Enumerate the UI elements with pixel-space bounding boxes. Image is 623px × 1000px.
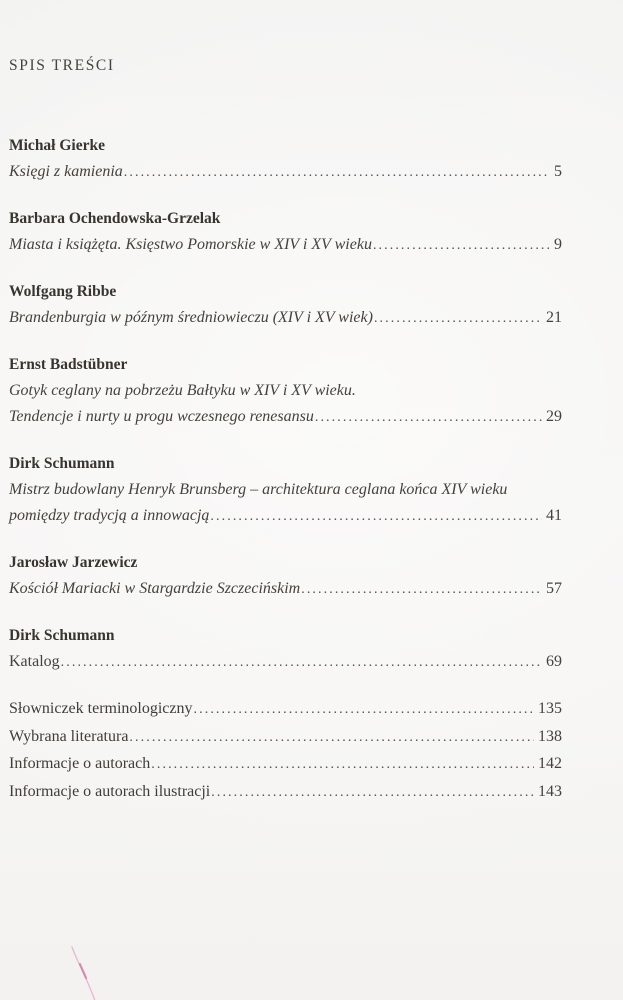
back-matter-label: Wybrana literatura	[9, 727, 129, 745]
entry-author: Jarosław Jarzewicz	[9, 554, 138, 571]
page-number: 69	[546, 653, 562, 670]
page-number: 41	[546, 507, 562, 524]
entry-title: Brandenburgia w późnym średniowieczu (XIV i XV wiek)	[9, 309, 373, 326]
entry-title: Katalog	[9, 653, 60, 670]
back-matter-line	[9, 696, 562, 724]
page-number: 9	[554, 236, 562, 253]
dot-leader	[210, 504, 542, 530]
toc-entry	[9, 352, 562, 431]
toc-line	[9, 404, 562, 431]
toc-entry	[9, 451, 562, 530]
dot-leader	[151, 752, 534, 779]
dot-leader	[373, 233, 550, 259]
dot-leader	[315, 405, 542, 431]
dot-leader	[194, 697, 534, 724]
toc-line	[9, 305, 562, 332]
page-number: 142	[538, 755, 562, 772]
toc-line	[9, 649, 562, 676]
page-number: 57	[546, 580, 562, 597]
toc-entry	[9, 206, 562, 259]
dot-leader	[211, 780, 534, 807]
back-matter-label: Słowniczek terminologiczny	[9, 700, 193, 717]
entry-title-line: Gotyk ceglany na pobrzeżu Bałtyku w XIV i XV wieku.	[9, 382, 356, 399]
entry-author: Wolfgang Ribbe	[9, 283, 117, 300]
page-title: SPIS TREŚCI	[9, 57, 115, 74]
entry-author: Michał Gierke	[9, 137, 105, 154]
page-number: 135	[538, 700, 562, 717]
toc-entry	[9, 279, 562, 332]
dot-leader	[124, 160, 550, 186]
back-matter-line	[9, 751, 562, 779]
page-number: 138	[538, 727, 562, 745]
entry-author: Barbara Ochendowska-Grzelak	[9, 210, 221, 227]
entry-title: pomiędzy tradycją a innowacją	[9, 507, 210, 524]
entry-title-line: Mistrz budowlany Henryk Brunsberg – architektura ceglana końca XIV wieku	[9, 481, 508, 498]
page-number: 143	[538, 782, 562, 800]
toc-entry	[9, 133, 562, 186]
dot-leader	[129, 725, 534, 752]
toc-line	[9, 159, 562, 186]
entry-title: Kościół Mariacki w Stargardzie Szczecińskim	[9, 580, 301, 597]
back-matter-section	[9, 696, 562, 806]
entry-author: Dirk Schumann	[9, 455, 115, 472]
toc-line	[9, 576, 562, 603]
back-matter-line	[9, 724, 562, 752]
entry-author: Dirk Schumann	[9, 627, 115, 644]
dot-leader	[301, 577, 542, 603]
page-number: 29	[546, 408, 562, 425]
entry-title: Księgi z kamienia	[9, 163, 123, 180]
dot-leader	[61, 650, 542, 676]
back-matter-label: Informacje o autorach ilustracji	[9, 782, 211, 800]
entry-title: Miasta i książęta. Księstwo Pomorskie w XIV i XV wieku	[9, 236, 372, 253]
back-matter-line	[9, 779, 562, 807]
entry-author: Ernst Badstübner	[9, 356, 128, 373]
page-number: 5	[554, 163, 562, 180]
toc-line	[9, 232, 562, 259]
page-number: 21	[546, 309, 562, 326]
back-matter-label: Informacje o autorach	[9, 755, 151, 772]
entry-title: Tendencje i nurty u progu wczesnego renesansu	[9, 408, 314, 425]
toc-line	[9, 503, 562, 530]
toc-entry	[9, 550, 562, 603]
dot-leader	[374, 306, 542, 332]
toc-entry	[9, 623, 562, 676]
